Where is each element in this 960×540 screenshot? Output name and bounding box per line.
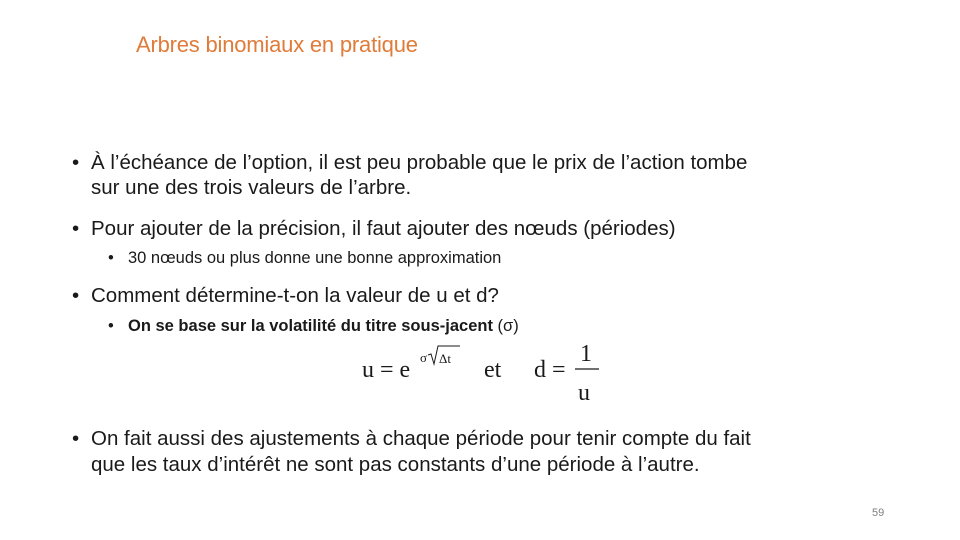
bullet-text-line1: À l’échéance de l’option, il est peu probable que le prix de l’action tombe — [91, 151, 748, 174]
sub-bullet-text — [128, 315, 519, 337]
formula-u-d — [356, 338, 616, 404]
sub-bullet-sigma-text: (σ) — [492, 317, 519, 335]
sub-bullet-marker: • — [108, 249, 114, 267]
formula-svg — [356, 338, 616, 404]
page-number: 59 — [872, 507, 885, 519]
bullet-text-line2: sur une des trois valeurs de l’arbre. — [91, 176, 412, 199]
bullet-text: Comment détermine-t-on la valeur de u et d? — [91, 284, 499, 307]
slide-title: Arbres binomiaux en pratique — [136, 32, 418, 57]
formula-exponent-delta-t: Δt — [439, 351, 451, 366]
sub-bullet-marker: • — [108, 317, 114, 335]
bullet-marker: • — [72, 284, 80, 307]
bullet-text-line1: On fait aussi des ajustements à chaque période pour tenir compte du fait — [91, 427, 751, 450]
bullet-marker: • — [72, 217, 80, 240]
bullet-marker: • — [72, 151, 80, 174]
sub-bullet-bold-text: On se base sur la volatilité du titre sous-jacent — [128, 317, 493, 335]
bullet-text: Pour ajouter de la précision, il faut ajouter des nœuds (périodes) — [91, 217, 676, 240]
sub-bullet-text: 30 nœuds ou plus donne une bonne approximation — [128, 249, 502, 267]
formula-fraction-denominator: u — [578, 380, 590, 406]
formula-d-lhs: d = — [534, 357, 566, 383]
formula-exponent-sigma: σ — [420, 350, 428, 365]
formula-connector: et — [484, 357, 502, 383]
bullet-marker: • — [72, 427, 80, 450]
formula-u-lhs: u = e — [362, 357, 411, 383]
bullet-text-line2: que les taux d’intérêt ne sont pas constants d’une période à l’autre. — [91, 453, 700, 476]
formula-fraction-numerator: 1 — [580, 341, 592, 367]
